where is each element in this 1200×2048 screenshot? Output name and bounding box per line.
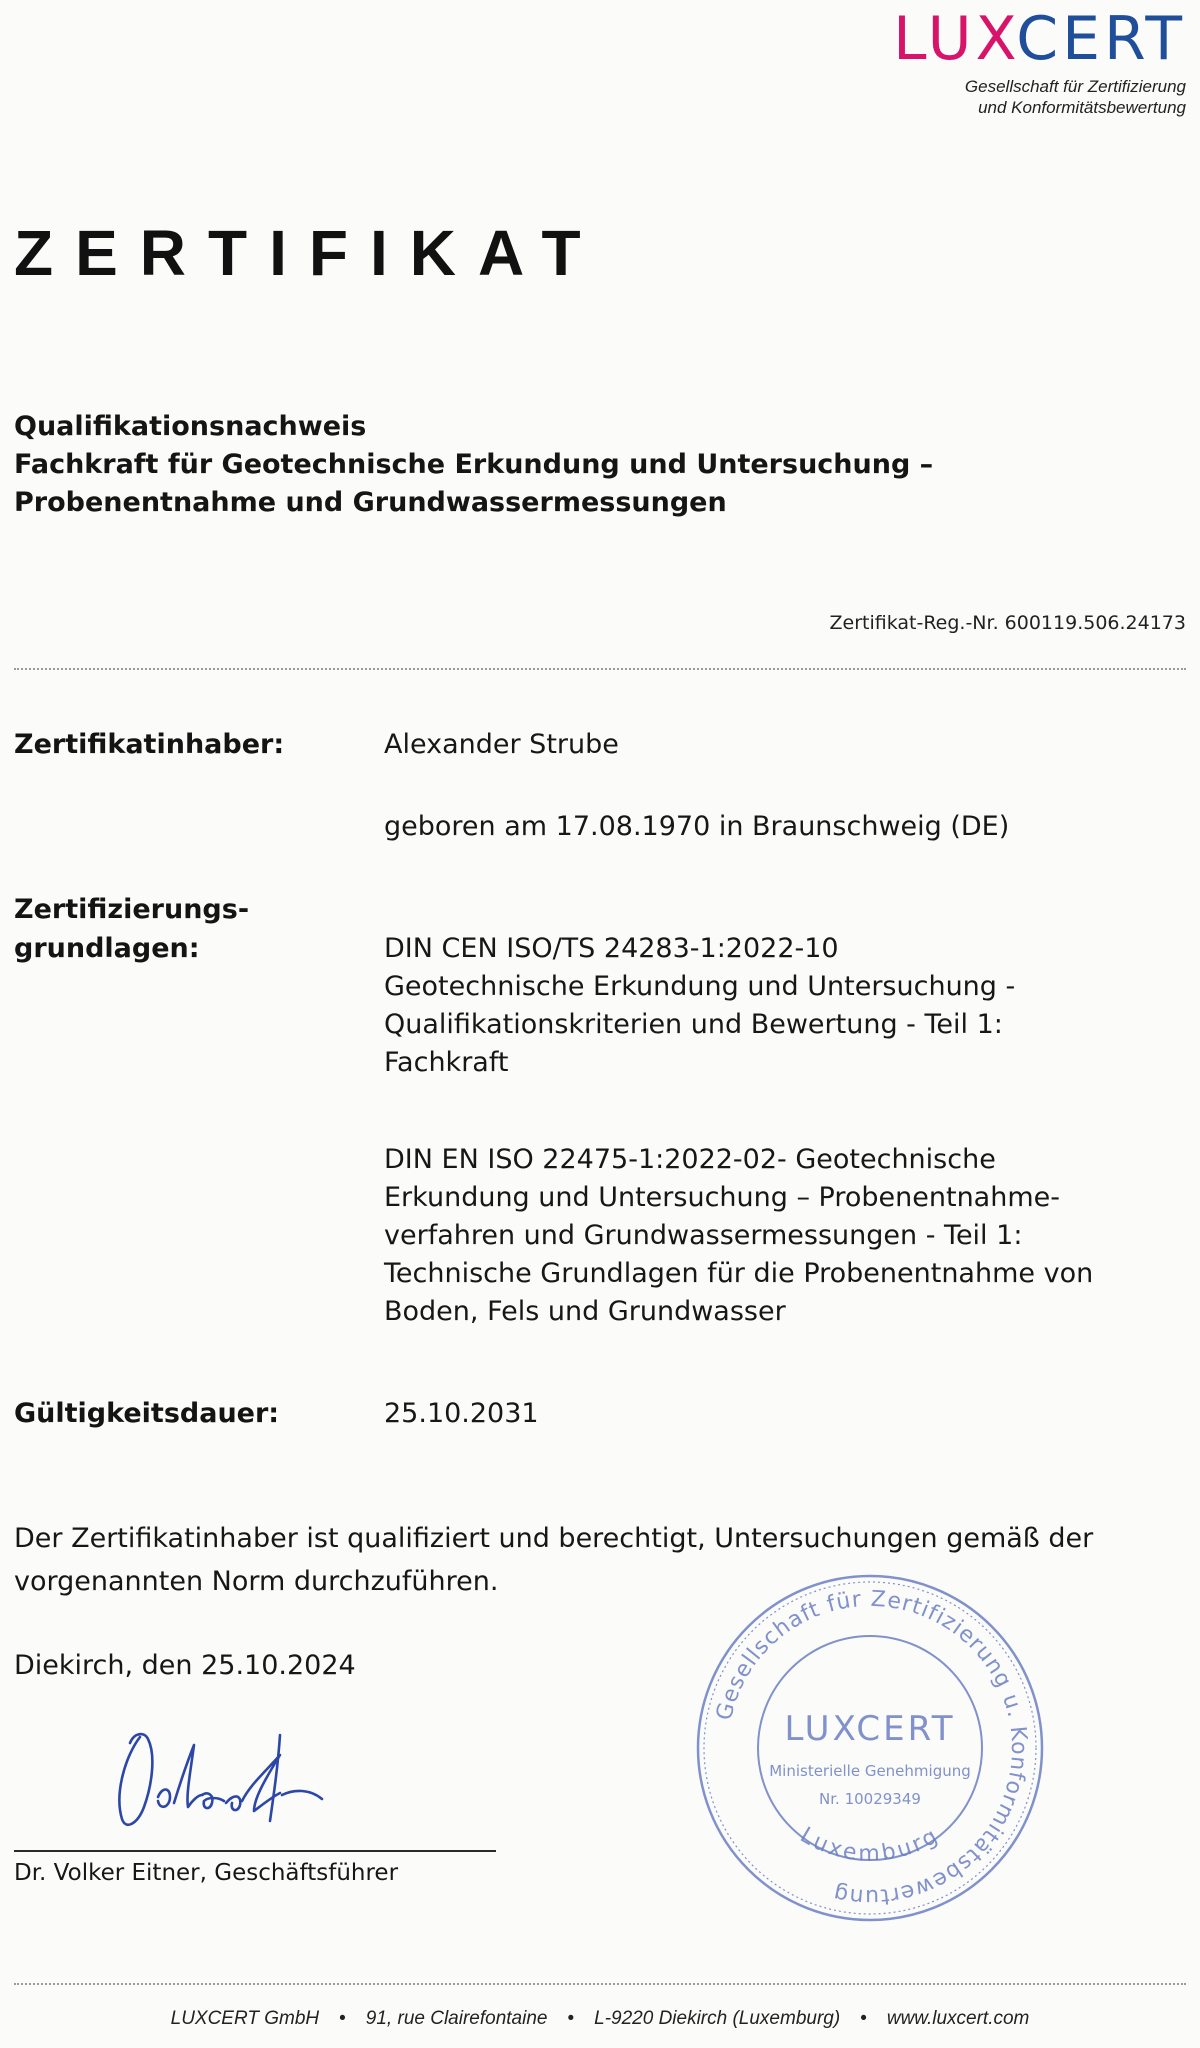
stamp-logo: LUXCERT bbox=[784, 1709, 956, 1749]
stamp-approval: Ministerielle Genehmigung bbox=[769, 1762, 971, 1780]
validity-label: Gültigkeitsdauer: bbox=[14, 1398, 280, 1429]
handwritten-signature bbox=[104, 1715, 364, 1845]
heading-line-2: Fachkraft für Geotechnische Erkundung und Untersuchung – bbox=[14, 449, 934, 480]
official-stamp bbox=[690, 1568, 1050, 1928]
qualification-heading bbox=[14, 408, 933, 522]
footer-city: L-9220 Diekirch (Luxemburg) bbox=[594, 2008, 841, 2029]
footer-website: www.luxcert.com bbox=[886, 2008, 1030, 2029]
basis-label-line-2: grundlagen: bbox=[14, 933, 200, 964]
company-logo bbox=[766, 2, 1186, 118]
standard-2-line: Erkundung und Untersuchung – Probenentnahme- bbox=[384, 1182, 1060, 1213]
registration-number: Zertifikat-Reg.-Nr. 600119.506.24173 bbox=[829, 612, 1186, 634]
top-divider bbox=[14, 668, 1186, 670]
holder-label: Zertifikatinhaber: bbox=[14, 729, 285, 760]
footer-separator: • bbox=[339, 2008, 346, 2029]
signer-name: Dr. Volker Eitner, Geschäftsführer bbox=[14, 1860, 399, 1886]
standard-2-line: DIN EN ISO 22475-1:2022-02- Geotechnische bbox=[384, 1144, 996, 1175]
signature-line bbox=[14, 1850, 496, 1852]
standard-1-line: Fachkraft bbox=[384, 1047, 509, 1078]
statement-line-2: vorgenannten Norm durchzuführen. bbox=[14, 1566, 499, 1597]
heading-line-3: Probenentnahme und Grundwassermessungen bbox=[14, 487, 727, 518]
holder-birth: geboren am 17.08.1970 in Braunschweig (DE) bbox=[384, 811, 1010, 842]
svg-text:Luxemburg bbox=[796, 1823, 945, 1867]
statement-line-1: Der Zertifikatinhaber ist qualifiziert und berechtigt, Untersuchungen gemäß der bbox=[14, 1523, 1094, 1554]
validity-date: 25.10.2031 bbox=[384, 1398, 539, 1429]
footer-address: 91, rue Clairefontaine bbox=[365, 2008, 548, 2029]
footer bbox=[0, 2008, 1200, 2030]
logo-tagline-1: Gesellschaft für Zertifizierung bbox=[964, 77, 1186, 96]
footer-divider bbox=[14, 1983, 1186, 1985]
footer-separator: • bbox=[860, 2008, 867, 2029]
logo-wordmark: LUXCERT bbox=[893, 4, 1186, 74]
logo-tagline-2: und Konformitätsbewertung bbox=[978, 98, 1186, 117]
standard-2-line: Boden, Fels und Grundwasser bbox=[384, 1296, 786, 1327]
standard-2 bbox=[384, 1141, 1093, 1331]
standard-1-line: Qualifikationskriterien und Bewertung - Teil 1: bbox=[384, 1009, 1003, 1040]
footer-separator: • bbox=[567, 2008, 575, 2029]
standard-2-line: verfahren und Grundwassermessungen - Teil 1: bbox=[384, 1220, 1023, 1251]
standard-1-line: Geotechnische Erkundung und Untersuchung - bbox=[384, 971, 1016, 1002]
standard-1-line: DIN CEN ISO/TS 24283-1:2022-10 bbox=[384, 933, 839, 964]
document-title: ZERTIFIKAT bbox=[14, 217, 603, 289]
standard-1 bbox=[384, 930, 1015, 1082]
heading-line-1: Qualifikationsnachweis bbox=[14, 411, 367, 442]
stamp-bottom-text: Luxemburg bbox=[795, 1822, 945, 1867]
stamp-number: Nr. 10029349 bbox=[819, 1790, 921, 1808]
standard-2-line: Technische Grundlagen für die Probenentnahme von bbox=[384, 1258, 1094, 1289]
basis-label-line-1: Zertifizierungs- bbox=[14, 894, 250, 925]
holder-name: Alexander Strube bbox=[384, 729, 619, 760]
footer-company: LUXCERT GmbH bbox=[170, 2008, 320, 2029]
stamp-ring-text: Gesellschaft für Zertifizierung u. Konformitätsbewertung bbox=[711, 1586, 1032, 1910]
place-and-date: Diekirch, den 25.10.2024 bbox=[14, 1650, 356, 1681]
